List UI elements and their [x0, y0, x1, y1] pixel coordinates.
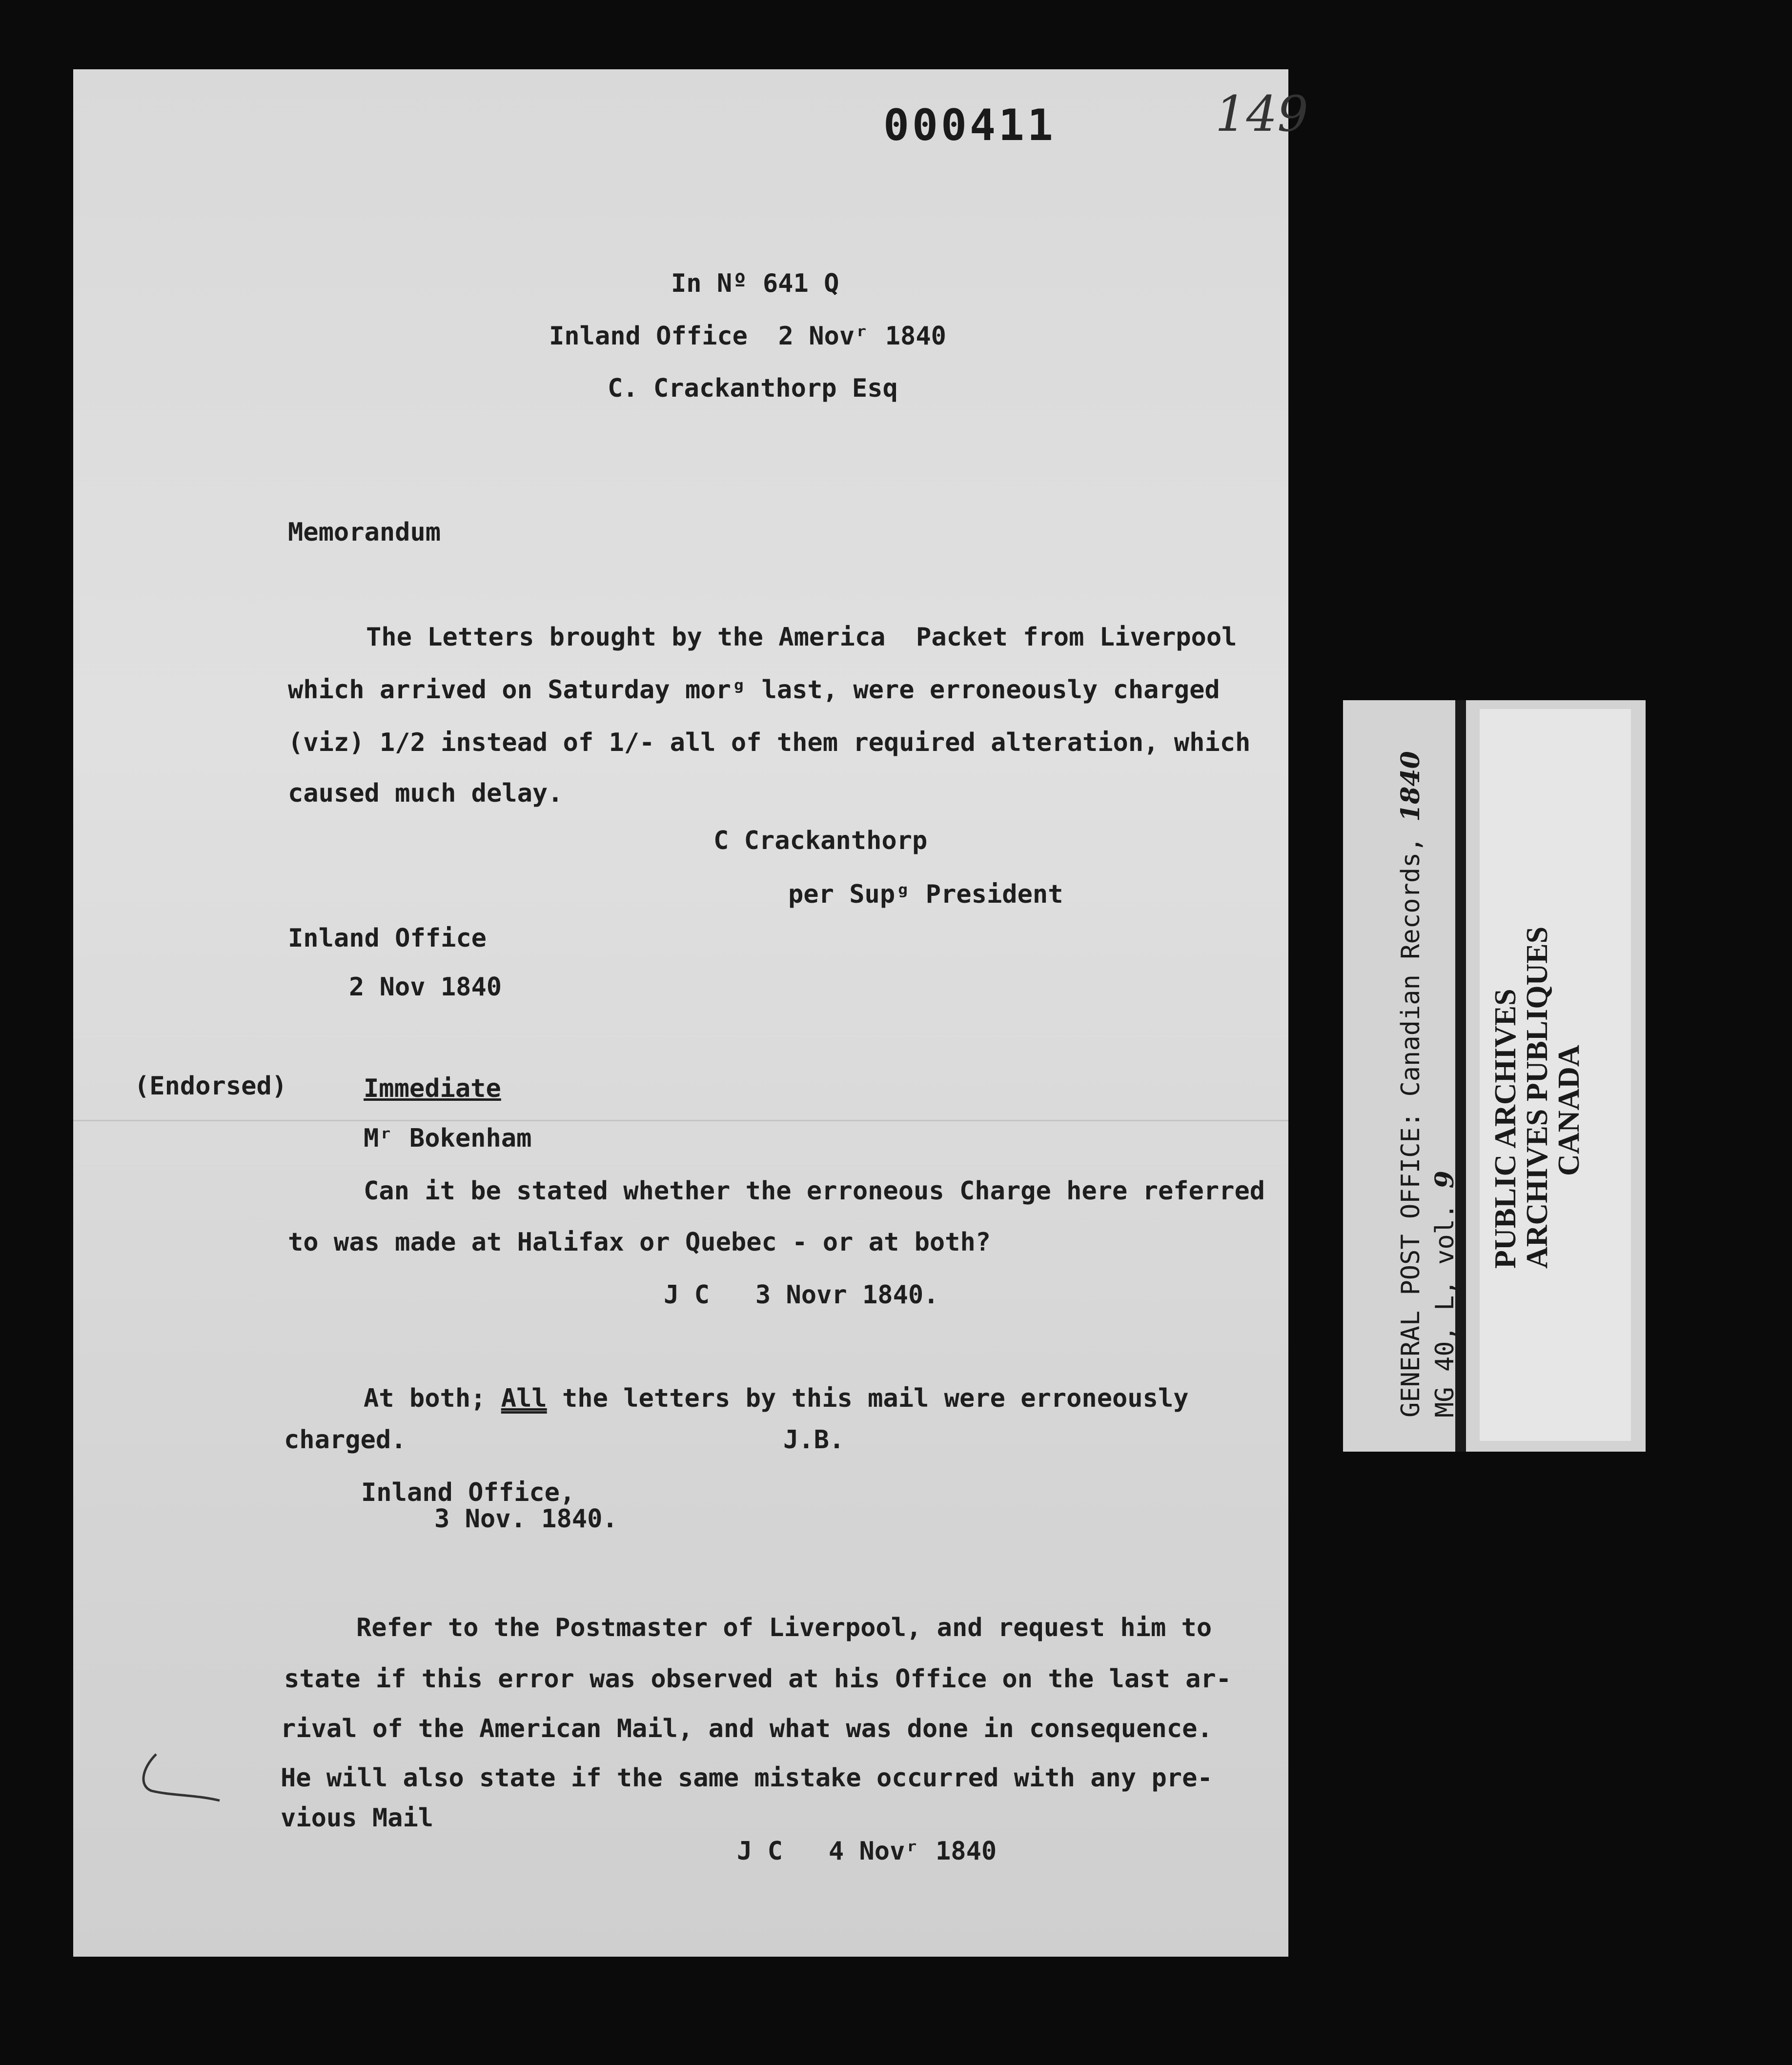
reply-line: charged.	[284, 1425, 407, 1455]
memo-line: The Letters brought by the America Packet from Liverpool	[366, 623, 1237, 652]
endorsed-label: (Endorsed)	[134, 1072, 287, 1101]
instruction-line: state if this error was observed at his Office on the last ar-	[284, 1664, 1232, 1694]
label-series-text: GENERAL POST OFFICE: Canadian Records,	[1396, 837, 1425, 1417]
endorsement-line: Can it be stated whether the erroneous Charge here referred	[364, 1176, 1265, 1206]
reply-date: 3 Nov. 1840.	[434, 1504, 618, 1534]
instruction-line: Refer to the Postmaster of Liverpool, and request him to	[356, 1613, 1212, 1642]
label-series-year: 1840	[1396, 751, 1425, 822]
reply-initials: J.B.	[783, 1425, 845, 1455]
memo-place: Inland Office	[288, 924, 487, 953]
endorsement-line: to was made at Halifax or Quebec - or at both?	[288, 1228, 991, 1257]
endorsement-recipient: Mʳ Bokenham	[364, 1124, 532, 1153]
label-archive-en: PUBLIC ARCHIVES	[1489, 989, 1522, 1269]
instruction-line: vious Mail	[281, 1803, 434, 1833]
memo-line: (viz) 1/2 instead of 1/- all of them required alteration, which	[288, 728, 1251, 757]
margin-pencil-mark	[137, 1752, 224, 1805]
memo-line: which arrived on Saturday morᵍ last, were erroneously charged	[288, 675, 1220, 705]
memo-line: caused much delay.	[288, 779, 563, 808]
endorsement-heading: Immediate	[364, 1074, 501, 1103]
page-fold-line	[73, 1120, 1288, 1121]
instruction-line: He will also state if the same mistake occurred with any pre-	[281, 1763, 1213, 1793]
memo-signature: C Crackanthorp	[713, 826, 928, 855]
label-series-line	[1396, 751, 1425, 1417]
reply-line	[364, 1386, 1189, 1411]
label-volume-text: MG 40, L, vol.	[1430, 1188, 1460, 1417]
reply-place: Inland Office,	[361, 1478, 575, 1507]
header-office-date: Inland Office 2 Novʳ 1840	[549, 322, 946, 351]
memo-signature-role: per Supᵍ President	[788, 880, 1063, 909]
reply-suffix: the letters by this mail were erroneously	[547, 1384, 1189, 1413]
label-archive-fr: ARCHIVES PUBLIQUES	[1521, 926, 1554, 1269]
header-reference: In Nº 641 Q	[671, 269, 839, 298]
instruction-line: rival of the American Mail, and what was done in consequence.	[281, 1714, 1213, 1743]
folio-number: 149	[1215, 85, 1308, 142]
label-volume-number: 9	[1430, 1171, 1460, 1189]
instruction-signoff: J C 4 Novʳ 1840	[737, 1837, 997, 1866]
reply-emphasis: All	[501, 1384, 547, 1413]
header-addressee: C. Crackanthorp Esq	[608, 374, 898, 403]
memo-date: 2 Nov 1840	[349, 972, 502, 1002]
control-number-stamp: 000411	[883, 100, 1056, 150]
label-volume-line	[1430, 1171, 1460, 1417]
label-country: CANADA	[1552, 1045, 1586, 1176]
memo-title: Memorandum	[288, 518, 441, 547]
reply-prefix: At both;	[364, 1384, 501, 1413]
endorsement-signoff: J C 3 Novr 1840.	[664, 1280, 939, 1310]
